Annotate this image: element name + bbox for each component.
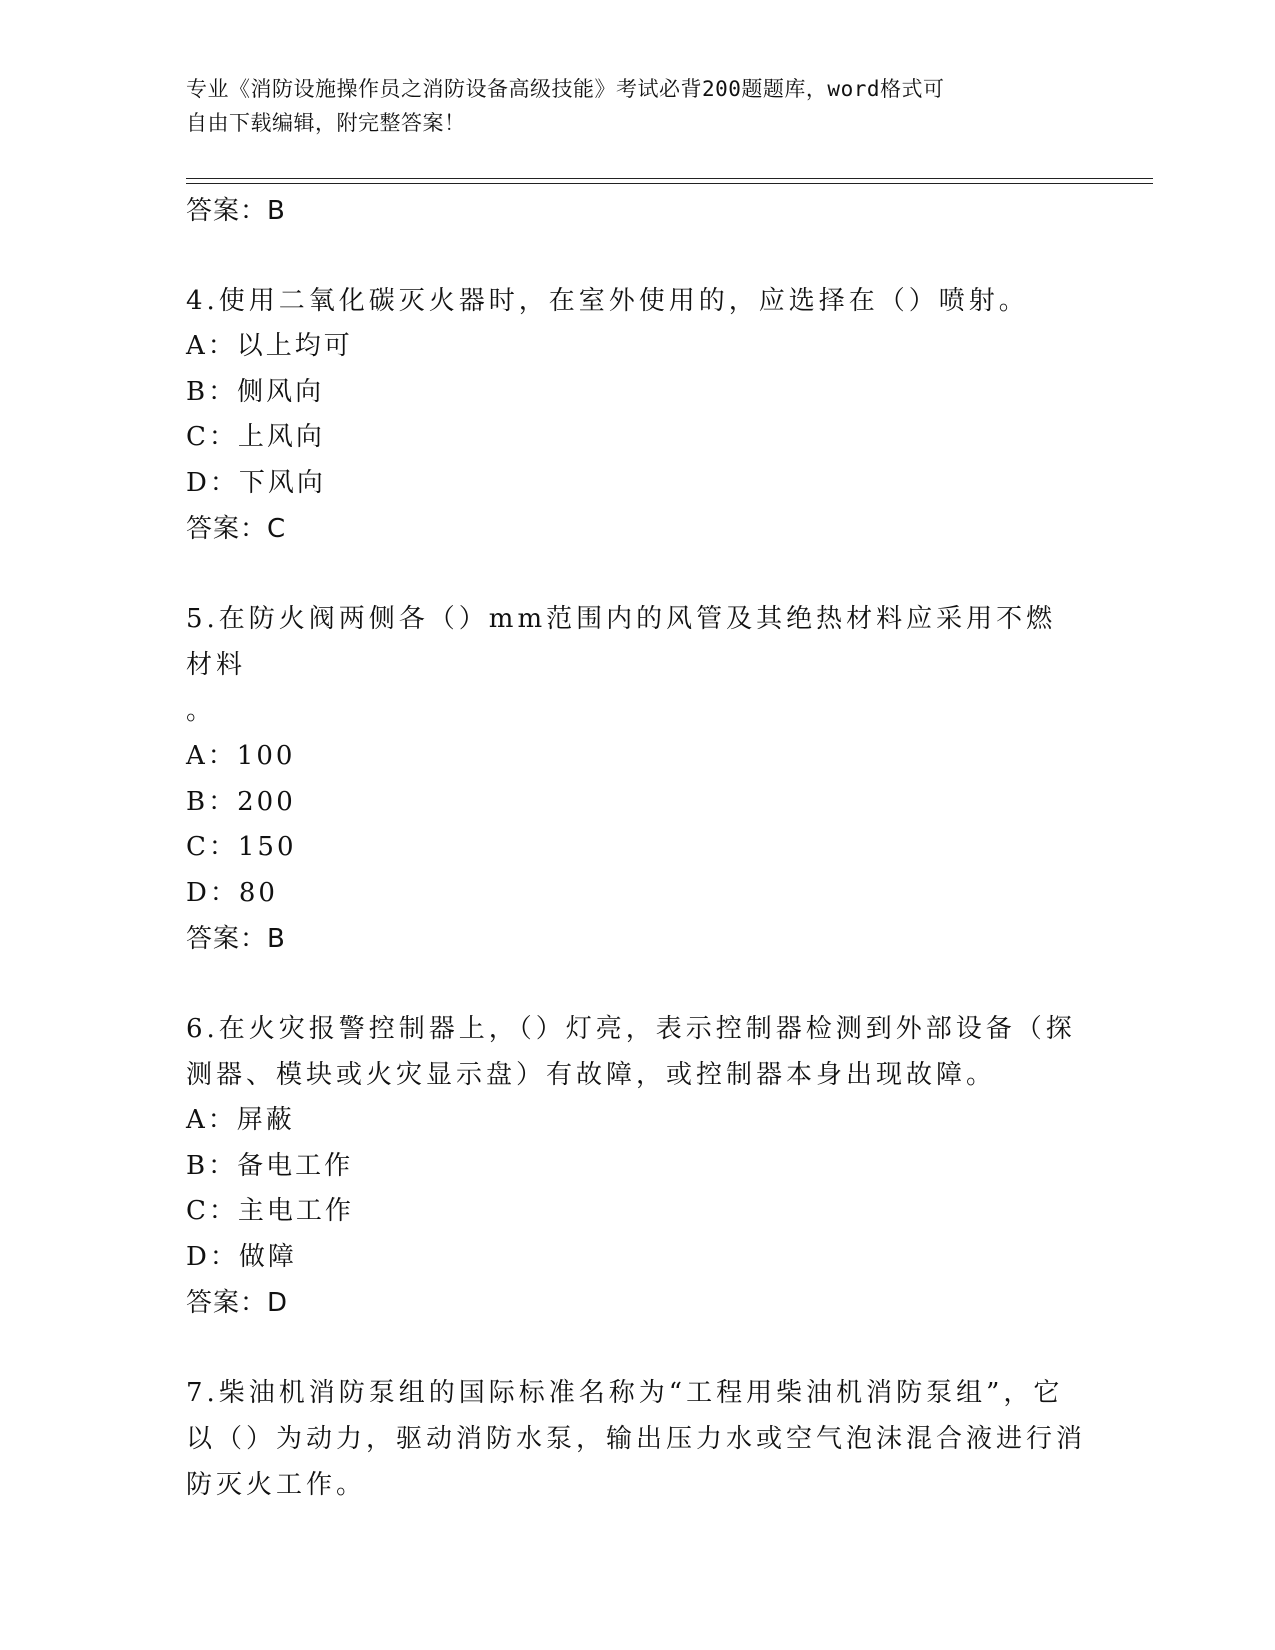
- question-5-text-line-1: 5.在防火阀两侧各（）mm范围内的风管及其绝热材料应采用不燃材料: [186, 604, 1057, 680]
- question-4-option-a: A：以上均可: [186, 331, 353, 361]
- page-header: [186, 72, 1066, 140]
- question-5-option-d: D：80: [186, 877, 278, 908]
- document-body: [186, 188, 1086, 1508]
- question-7-text-line-3: 防灭火工作。: [186, 1470, 367, 1500]
- question-4-option-b: B：侧风向: [186, 376, 325, 407]
- question-7-text-line-1: 7.柴油机消防泵组的国际标准名称为“工程用柴油机消防泵组”，它: [186, 1378, 1064, 1408]
- question-6-option-b: B：备电工作: [186, 1150, 354, 1181]
- question-4-text: 4.使用二氧化碳灭火器时，在室外使用的，应选择在（）喷射。: [186, 286, 1029, 316]
- question-4-option-d: D：下风向: [186, 467, 326, 498]
- answer-q3: 答案：B: [186, 196, 286, 226]
- question-5-text-line-2: 。: [186, 696, 217, 726]
- answer-q6: 答案：D: [186, 1288, 289, 1318]
- header-divider-top: [186, 178, 1153, 179]
- question-7: [186, 1370, 1086, 1508]
- question-6-text-line-1: 6.在火灾报警控制器上，（）灯亮，表示控制器检测到外部设备（探: [186, 1014, 1076, 1044]
- question-5-option-a: A：100: [186, 741, 296, 771]
- question-5-option-b: B：200: [186, 786, 296, 817]
- question-6-option-d: D：做障: [186, 1241, 297, 1272]
- question-6-option-a: A：屏蔽: [186, 1105, 295, 1135]
- question-7-text-line-2: 以（）为动力，驱动消防水泵，输出压力水或空气泡沫混合液进行消: [186, 1424, 1087, 1454]
- question-5: [186, 596, 1086, 962]
- header-line-2: 自由下载编辑，附完整答案！: [186, 111, 466, 135]
- answer-q5: 答案：B: [186, 924, 286, 954]
- header-divider-bottom: [186, 183, 1153, 184]
- question-4-option-c: C：上风向: [186, 422, 325, 452]
- question-6-option-c: C：主电工作: [186, 1196, 354, 1226]
- answer-q4: 答案：C: [186, 514, 287, 544]
- question-4: [186, 278, 1086, 552]
- question-5-option-c: C：150: [186, 832, 297, 862]
- header-line-1: 专业《消防设施操作员之消防设备高级技能》考试必背200题题库，word格式可: [186, 77, 945, 101]
- question-6: [186, 1006, 1086, 1326]
- question-6-text-line-2: 测器、模块或火灾显示盘）有故障，或控制器本身出现故障。: [186, 1060, 997, 1090]
